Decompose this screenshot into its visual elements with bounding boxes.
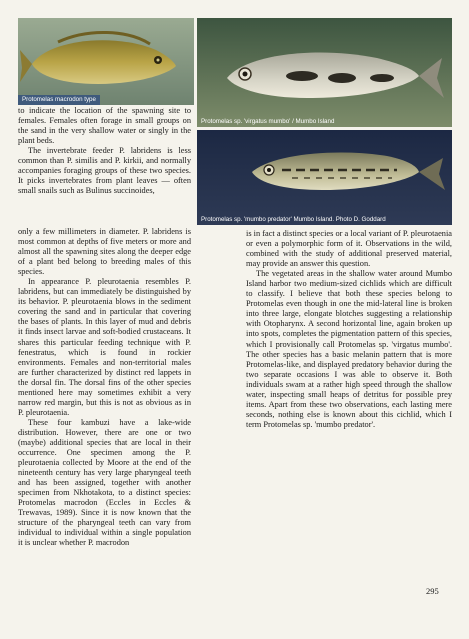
text-column-left	[18, 227, 191, 549]
paragraph: The invertebrate feeder P. labridens is less common than P. similis and P. kirkii, and normally accompanies foraging groups of these two species. It picks invertebrates from plant leaves — often small snails such as Bulinus succinoides,	[18, 146, 191, 196]
photo-caption: Protomelas macrodon type	[18, 95, 100, 105]
fish-illustration	[197, 130, 452, 225]
paragraph: These four kambuzi have a lake-wide distribution. However, there are one or two (maybe) additional species that are local in their occurrence. One specimen among the P. pleurotaenia collected by Moore at the end of the nineteenth century has very large pharyngeal teeth and has been assigned, together with another specimen from Nkhotakota, to a distinct species: Protomelas macrodon (Eccles in Eccles & Trewavas, 1989). Since it is now known that the structure of the pharyngeal teeth can vary from individual to individual within a single population it is unclear whether P. macrodon	[18, 417, 191, 548]
paragraph: In appearance P. pleurotaenia resembles P. labridens, but can immediately be distinguished by its behavior. P. pleurotaenia blows in the sediment covering the sand and in particular that covering the bases of plants. In this layer of mud and debris it finds insect larvae and soft-bodied crustaceans. It shares this particular feeding technique with P. fenestratus, which is found in rockier environments. Females and non-territorial males are further characterized by distinct red lappets in the dorsal fin. The dorsal fins of the other species mentioned here may sometimes exhibit a very narrow red margin, but this is not as obvious as in P. pleurotaenia.	[18, 277, 191, 417]
photo-mumbo-predator	[197, 130, 452, 225]
paragraph: only a few millimeters in diameter. P. labridens is most common at depths of five meters or more and almost all the spawning sites along the deeper edge of a plant bed belong to breeding males of this species.	[18, 227, 191, 277]
photo-caption: Protomelas sp. 'virgatus mumbo' / Mumbo Island	[201, 118, 335, 125]
paragraph: The vegetated areas in the shallow water around Mumbo Island harbor two medium-sized cichlids which are difficult to classify. I believe that both these species belong to Protomelas even though in one the mid-lateral line is broken into three large, elongate blotches suggesting a relationship with Otopharynx. A second horizontal line, again broken up into spots, completes the pigmentation pattern of this species, which I provisionally call Protomelas sp. 'virgatus mumbo'. The other species has a basic melanin pattern that is more Protomelas-like, and displayed predatory behavior during the two separate occasions I was able to observe it. Both individuals swam at a rather high speed through the shallow water, inspecting small heaps of detritus for possible prey items. Apart from these two observations, each lasting mere seconds, nothing else is known about this cichlid, which I term Protomelas sp. 'mumbo predator'.	[246, 269, 452, 429]
text-column-left-top	[18, 106, 191, 196]
photo-protomelas-macrodon	[18, 18, 194, 105]
fish-illustration	[197, 18, 452, 127]
fish-illustration	[18, 18, 194, 105]
text-column-right	[246, 229, 452, 430]
page-number: 295	[426, 586, 439, 596]
photo-caption: Protomelas sp. 'mumbo predator' Mumbo Island. Photo D. Goddard	[201, 216, 386, 223]
photo-virgatus-mumbo	[197, 18, 452, 127]
paragraph: to indicate the location of the spawning site to females. Females often forage in small groups on the sand in the very shallow water or singly in the plant beds.	[18, 106, 191, 146]
paragraph: is in fact a distinct species or a local variant of P. pleurotaenia or even a polymorphic form of it. Observations in the wild, combined with the study of additional preserved material, may provide an answer this question.	[246, 229, 452, 269]
